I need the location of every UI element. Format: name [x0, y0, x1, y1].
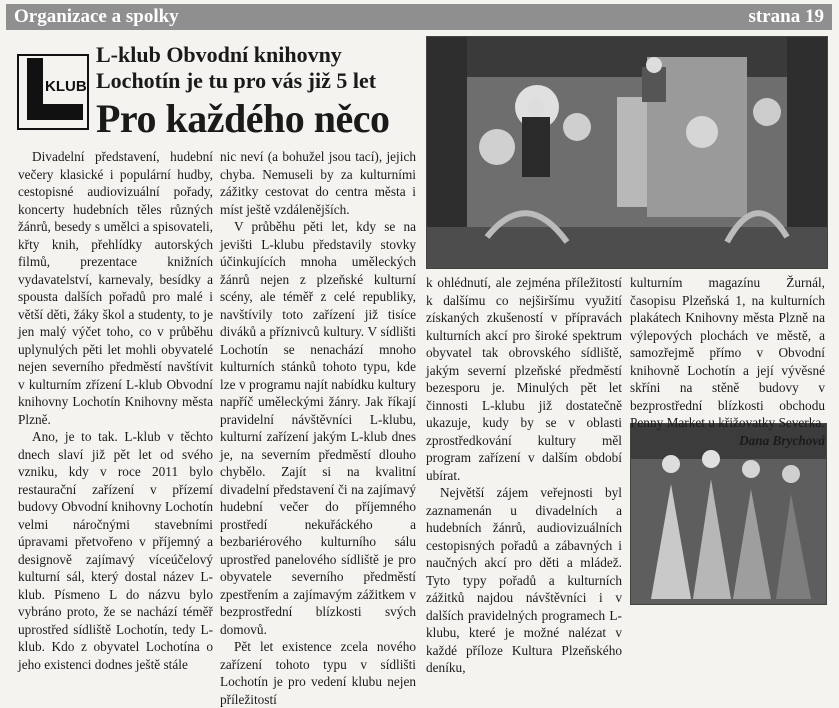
article-column-4: [630, 274, 825, 449]
paragraph: V průběhu pěti let, kdy se na jevišti L-klubu představily stovky účinkujících mnoha uměleckých žánrů nejen z plzeňské kulturní scény, ale téměř z celé republiky, navštívily toto zařízení již tisíce diváků a příznivců kultury. V sídlišti Lochotín se nenachází mnoho kulturních stánků tohoto typu, kde lze v programu najít nabídku kultury napříč uměleckými žánry. Jak říkají pravidelní návštěvníci L-klubu, kulturní zařízení jakým L-klub dnes je, na severním předměstí dlouho chybělo. Zajít si na kvalitní divadelní představení či na zajímavý hudební večer do příjemného prostředí nekuřáckého a bezbariérového kulturního sálu uprostřed panelového sídliště je pro obyvatele severního předměstí zpestřením a zajímavým zážitkem v bezprostřední blízkosti svých domovů.: [220, 219, 416, 637]
paragraph: k ohlédnutí, ale zejména příležitostí k dalšímu co nejširšímu využití získaných zkušeností v přípravách kulturních akcí pro široké spektrum obyvatel tak obrovského sídliště, jakým severní plzeňské předměstí bezesporu je. Minulých pět let činnosti L-klubu již dostatečně ukazuje, kudy by se v oblasti zprostředkování kultury měl program zařízení v dalším období ubírat.: [426, 275, 622, 483]
article-column-2: [220, 148, 416, 708]
photo-costumed-performers-image: [631, 424, 826, 604]
paragraph: Pět let existence zcela nového zařízení tohoto typu v sídlišti Lochotín je pro vedení klubu nejen příležitostí: [220, 639, 416, 707]
paragraph: Divadelní představení, hudební večery klasické i populární hudby, cestopisné audiovizuální pořady, koncerty hudebních těles různých žánrů, besedy s umělci a spisovateli, křty knih, přehlídky autorských filmů, prezentace knižních vydavatelství, karnevaly, besídky a spousta dalších pořadů pro malé i větší děti, žáky škol a studenty, to je jen malý výčet toho, co v průběhu uplynulých pěti let mohli obyvatelé nejen severního předměstí navštívit v kulturním zřízení L-klub Obvodní knihovny Lochotín Knihovny města Plzně.: [18, 149, 213, 427]
paragraph: nic neví (a bohužel jsou tací), jejich chyba. Nemuseli by za kulturními zážitky cestovat do centra města i míst ještě vzdálenějších.: [220, 149, 416, 217]
logo-letter-l-foot: [27, 104, 83, 120]
headline-line-2: Lochotín je tu pro vás již 5 let: [96, 68, 377, 93]
l-klub-logo: [17, 54, 89, 130]
article-column-3: [426, 274, 622, 677]
headline-title: Pro každého něco: [96, 96, 390, 141]
paragraph: Ano, je to tak. L-klub v těchto dnech slaví již pět let od svého vzniku, kdy v roce 2011 bylo restaurační zařízení v přízemí budovy Obvodní knihovny Lochotín velmi náročnými stavebními úpravami přetvořeno v příjemný a designově zajímavý víceúčelový kulturní sál, který dostal název L-klub. Písmeno L do názvu bylo vybráno proto, že se nachází téměř uprostřed sídliště Lochotín, tedy L-klub. Kdo z obyvatel Lochotína o jeho existenci dodnes ještě stále: [18, 429, 213, 672]
photo-costumed-performers: [630, 423, 827, 605]
logo-text: KLUB: [45, 78, 87, 95]
article-headline: [96, 42, 426, 142]
page-number: strana 19: [748, 6, 824, 27]
logo-letter-l-stem: [27, 58, 43, 104]
section-header-bar: [6, 4, 832, 30]
section-title: Organizace a spolky: [14, 6, 179, 27]
author-signature: Dana Brychová: [738, 432, 825, 448]
photo-stage-performance: [426, 36, 828, 269]
photo-stage-performance-image: [427, 37, 827, 268]
headline-line-1: L-klub Obvodní knihovny: [96, 42, 342, 67]
paragraph: kulturním magazínu Žurnál, časopisu Plzeňská 1, na kulturních plakátech Knihovny města Plzně na výlepových plochách ve městě, a samozřejmě přímo v Obvodní knihovně Lochotín a její vývěsné skříni na stěně budovy v bezprostřední blízkosti obchodu Penny Market u křižovatky Severka.: [630, 275, 825, 430]
article-column-1: [18, 148, 213, 673]
paragraph: Největší zájem veřejnosti byl zaznamenán u divadelních a hudebních žánrů, audiovizuálních cestopisných pořadů a zábavných i naučných akcí pro děti a mládež. Tyto typy pořadů a kulturních zážitků najdou návštěvníci i v dalších pravidelných programech L-klubu, které je možné nalézat v každé příloze Kultura Plzeňského deníku,: [426, 485, 622, 675]
